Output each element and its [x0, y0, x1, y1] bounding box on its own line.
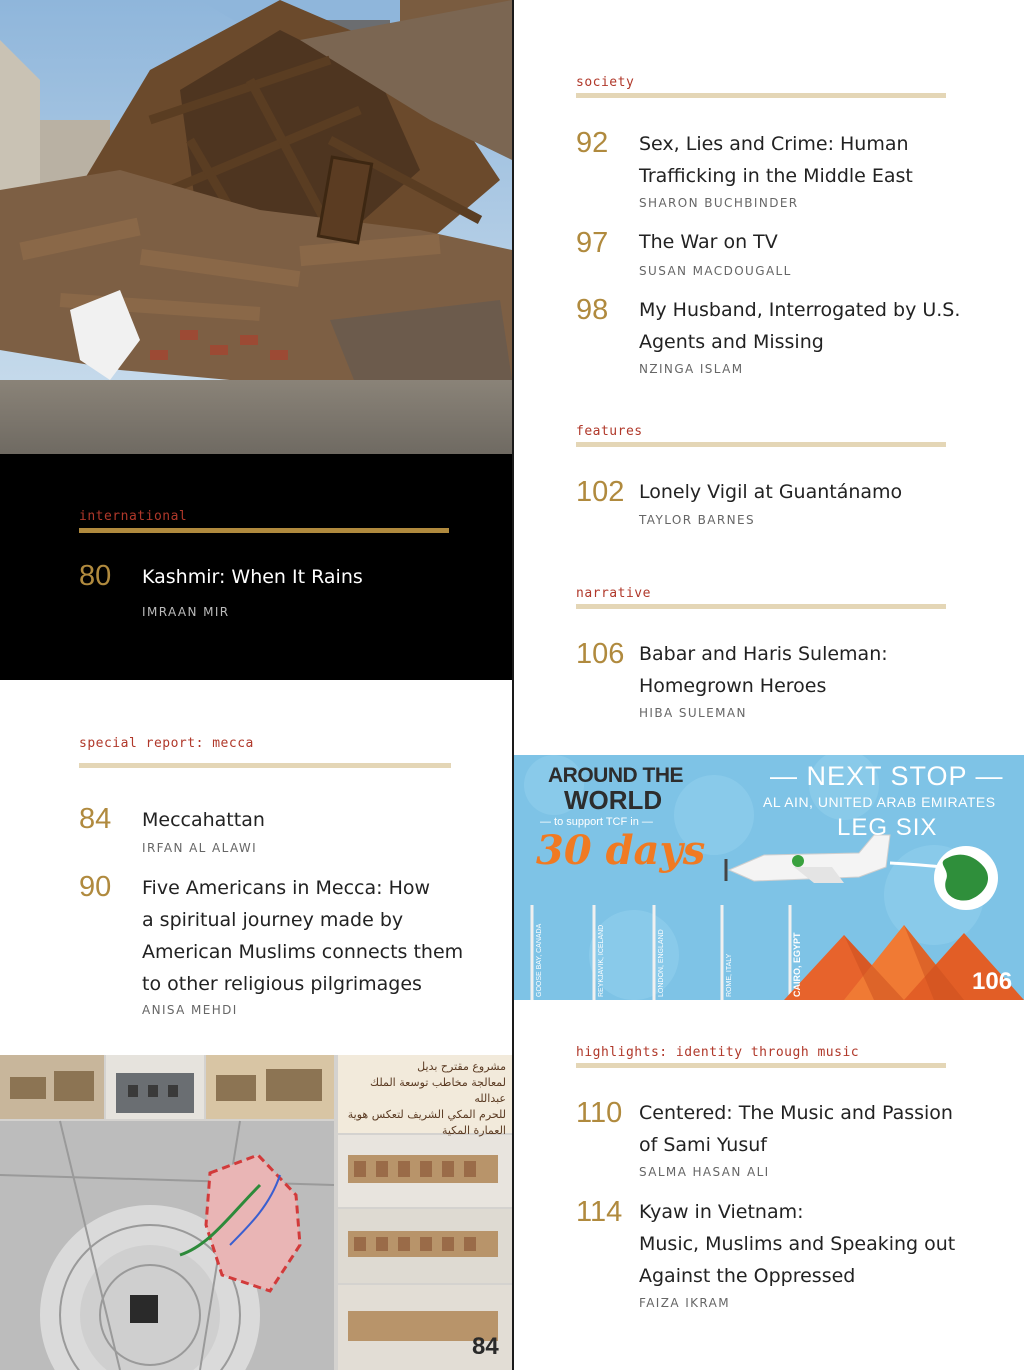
article-author: ANISA MEHDI	[142, 1003, 238, 1017]
stop-label: LONDON, ENGLAND	[658, 929, 665, 997]
article-title	[639, 1097, 979, 1161]
section-rule	[79, 528, 449, 533]
toc-entry-97[interactable]	[576, 227, 976, 282]
toc-entry-98[interactable]	[576, 294, 976, 384]
title-line: My Husband, Interrogated by U.S.	[639, 299, 961, 321]
banner-support-text: — to support TCF in —	[540, 816, 653, 828]
article-title	[639, 294, 969, 358]
page-number: 97	[576, 227, 609, 259]
toc-entry-92[interactable]	[576, 127, 976, 217]
section-label-features: features	[576, 424, 643, 439]
title-line: Five Americans in Mecca: How	[142, 877, 431, 899]
title-line: Babar and Haris Suleman:	[639, 643, 888, 665]
stop-label: REYKJAVIK, ICELAND	[598, 924, 605, 997]
toc-entry-80[interactable]	[79, 560, 459, 620]
page-number: 80	[79, 560, 112, 592]
page-number: 98	[576, 294, 609, 326]
article-author: IRFAN AL ALAWI	[142, 841, 258, 855]
article-author: NZINGA ISLAM	[639, 362, 744, 376]
toc-entry-114[interactable]	[576, 1196, 976, 1316]
page-number: 102	[576, 476, 625, 508]
section-label-highlights: highlights: identity through music	[576, 1045, 860, 1060]
page-number: 90	[79, 871, 112, 903]
section-label-international: international	[79, 509, 188, 524]
section-label-society: society	[576, 75, 635, 90]
title-line: to other religious pilgrimages	[142, 973, 422, 995]
arabic-line: للحرم المكي الشريف لتعكس هوية	[347, 1108, 506, 1121]
section-rule	[576, 1063, 946, 1068]
title-line: Agents and Missing	[639, 331, 824, 353]
page-number: 106	[576, 638, 625, 670]
section-rule	[576, 442, 946, 447]
stop-label: CAIRO, EGYPT	[792, 932, 802, 997]
around-the-world-banner	[514, 755, 1024, 1000]
title-line: Sex, Lies and Crime: Human	[639, 133, 909, 155]
page-number: 84	[79, 803, 112, 835]
article-title	[639, 128, 969, 192]
arabic-caption	[346, 1059, 506, 1139]
banner-days-text: 30 days	[536, 827, 706, 874]
toc-entry-90[interactable]	[79, 871, 479, 1031]
article-title	[639, 638, 969, 702]
article-author: FAIZA IKRAM	[639, 1296, 731, 1310]
title-line: Music, Muslims and Speaking out	[639, 1233, 956, 1255]
arabic-line: العمارة المكية	[441, 1124, 506, 1137]
title-line: Kyaw in Vietnam:	[639, 1201, 804, 1223]
toc-entry-106[interactable]	[576, 638, 976, 728]
arabic-line: لمعالجة مخاطب توسعة الملك عبدالله	[370, 1076, 506, 1105]
article-title: Lonely Vigil at Guantánamo	[639, 481, 903, 503]
page-number: 110	[576, 1097, 623, 1129]
article-author: TAYLOR BARNES	[639, 513, 756, 527]
mecca-architecture-collage	[0, 1055, 512, 1370]
article-author: IMRAAN MIR	[142, 605, 230, 619]
stop-label: GOOSE BAY, CANADA	[536, 923, 543, 997]
article-author: SALMA HASAN ALI	[639, 1165, 770, 1179]
title-line: American Muslims connects them	[142, 941, 464, 963]
international-section	[0, 454, 512, 680]
title-line: Centered: The Music and Passion	[639, 1102, 953, 1124]
section-label-narrative: narrative	[576, 586, 651, 601]
toc-entry-84[interactable]	[79, 803, 459, 863]
section-rule	[79, 763, 451, 768]
banner-world-text: WORLD	[564, 785, 663, 815]
column-divider	[512, 0, 514, 1370]
title-line: a spiritual journey made by	[142, 909, 404, 931]
article-author: SUSAN MACDOUGALL	[639, 264, 792, 278]
page-number: 114	[576, 1196, 623, 1228]
kashmir-rubble-photo	[0, 0, 512, 454]
banner-around-text: AROUND THE	[548, 764, 683, 787]
article-title	[142, 872, 482, 1000]
arabic-line: مشروع مقترح بديل	[417, 1060, 506, 1073]
article-title: Kashmir: When It Rains	[142, 566, 363, 588]
title-line: Homegrown Heroes	[639, 675, 827, 697]
page-badge: 106	[972, 968, 1013, 995]
section-label-special-report: special report: mecca	[79, 736, 254, 751]
article-author: SHARON BUCHBINDER	[639, 196, 799, 210]
banner-next-stop: — NEXT STOP —	[770, 761, 1004, 791]
toc-entry-102[interactable]	[576, 476, 976, 531]
banner-location: AL AIN, UNITED ARAB EMIRATES	[763, 794, 996, 810]
article-title	[639, 1196, 979, 1292]
section-rule	[576, 604, 946, 609]
article-title: The War on TV	[639, 231, 778, 253]
title-line: Trafficking in the Middle East	[639, 165, 913, 187]
title-line: Against the Oppressed	[639, 1265, 856, 1287]
article-author: HIBA SULEMAN	[639, 706, 747, 720]
stop-label: ROME, ITALY	[726, 953, 733, 997]
section-rule	[576, 93, 946, 98]
article-title: Meccahattan	[142, 809, 265, 831]
banner-leg: LEG SIX	[837, 814, 938, 841]
page-badge: 84	[472, 1333, 499, 1360]
title-line: of Sami Yusuf	[639, 1134, 767, 1156]
globe-icon	[934, 846, 998, 910]
page-number: 92	[576, 127, 609, 159]
toc-entry-110[interactable]	[576, 1097, 976, 1187]
